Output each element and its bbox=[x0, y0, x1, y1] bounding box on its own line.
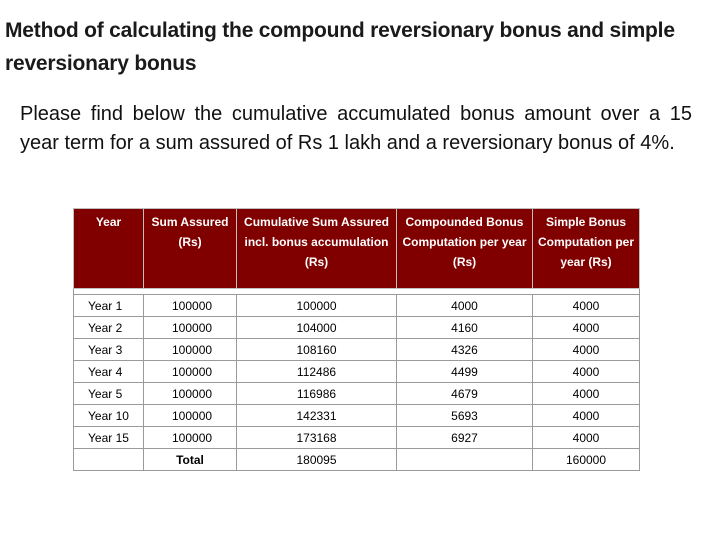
cell-simple: 4000 bbox=[533, 339, 640, 361]
cell-cumulative: 104000 bbox=[237, 317, 397, 339]
table-row bbox=[74, 383, 640, 405]
cell-year: Year 3 bbox=[74, 339, 144, 361]
total-compounded bbox=[397, 449, 533, 471]
header-cumulative-sum: Cumulative Sum Assured incl. bonus accumulation (Rs) bbox=[237, 209, 397, 289]
cell-year: Year 5 bbox=[74, 383, 144, 405]
cell-year: Year 4 bbox=[74, 361, 144, 383]
header-sum-assured: Sum Assured (Rs) bbox=[144, 209, 237, 289]
cell-sum-assured: 100000 bbox=[144, 427, 237, 449]
cell-compounded: 4326 bbox=[397, 339, 533, 361]
header-simple-bonus: Simple Bonus Computation per year (Rs) bbox=[533, 209, 640, 289]
table-row bbox=[74, 361, 640, 383]
cell-simple: 4000 bbox=[533, 317, 640, 339]
cell-compounded: 4160 bbox=[397, 317, 533, 339]
total-cumulative: 180095 bbox=[237, 449, 397, 471]
table-row bbox=[74, 339, 640, 361]
cell-compounded: 4499 bbox=[397, 361, 533, 383]
table-row bbox=[74, 295, 640, 317]
table-row bbox=[74, 427, 640, 449]
cell-year: Year 1 bbox=[74, 295, 144, 317]
cell-sum-assured: 100000 bbox=[144, 339, 237, 361]
table-row bbox=[74, 405, 640, 427]
cell-simple: 4000 bbox=[533, 295, 640, 317]
total-row bbox=[74, 449, 640, 471]
total-simple: 160000 bbox=[533, 449, 640, 471]
table-row bbox=[74, 317, 640, 339]
cell-year: Year 10 bbox=[74, 405, 144, 427]
bonus-table bbox=[73, 208, 640, 471]
cell-cumulative: 142331 bbox=[237, 405, 397, 427]
cell-compounded: 6927 bbox=[397, 427, 533, 449]
cell-simple: 4000 bbox=[533, 427, 640, 449]
header-year: Year bbox=[74, 209, 144, 289]
total-label: Total bbox=[144, 449, 237, 471]
page-title: Method of calculating the compound reversionary bonus and simple reversionary bonus bbox=[5, 19, 675, 75]
intro-paragraph: Please find below the cumulative accumulated bonus amount over a 15 year term for a sum assured of Rs 1 lakh and a reversionary bonus of 4%. bbox=[20, 103, 692, 154]
cell-cumulative: 100000 bbox=[237, 295, 397, 317]
cell-compounded: 4000 bbox=[397, 295, 533, 317]
cell-simple: 4000 bbox=[533, 405, 640, 427]
header-compounded-bonus: Compounded Bonus Computation per year (Rs) bbox=[397, 209, 533, 289]
cell-cumulative: 116986 bbox=[237, 383, 397, 405]
cell-sum-assured: 100000 bbox=[144, 405, 237, 427]
cell-simple: 4000 bbox=[533, 383, 640, 405]
cell-sum-assured: 100000 bbox=[144, 317, 237, 339]
cell-total-empty bbox=[74, 449, 144, 471]
cell-compounded: 5693 bbox=[397, 405, 533, 427]
cell-compounded: 4679 bbox=[397, 383, 533, 405]
cell-simple: 4000 bbox=[533, 361, 640, 383]
cell-sum-assured: 100000 bbox=[144, 295, 237, 317]
cell-year: Year 2 bbox=[74, 317, 144, 339]
cell-sum-assured: 100000 bbox=[144, 383, 237, 405]
cell-cumulative: 108160 bbox=[237, 339, 397, 361]
cell-year: Year 15 bbox=[74, 427, 144, 449]
cell-sum-assured: 100000 bbox=[144, 361, 237, 383]
cell-cumulative: 112486 bbox=[237, 361, 397, 383]
table-header-row bbox=[74, 209, 640, 289]
cell-cumulative: 173168 bbox=[237, 427, 397, 449]
